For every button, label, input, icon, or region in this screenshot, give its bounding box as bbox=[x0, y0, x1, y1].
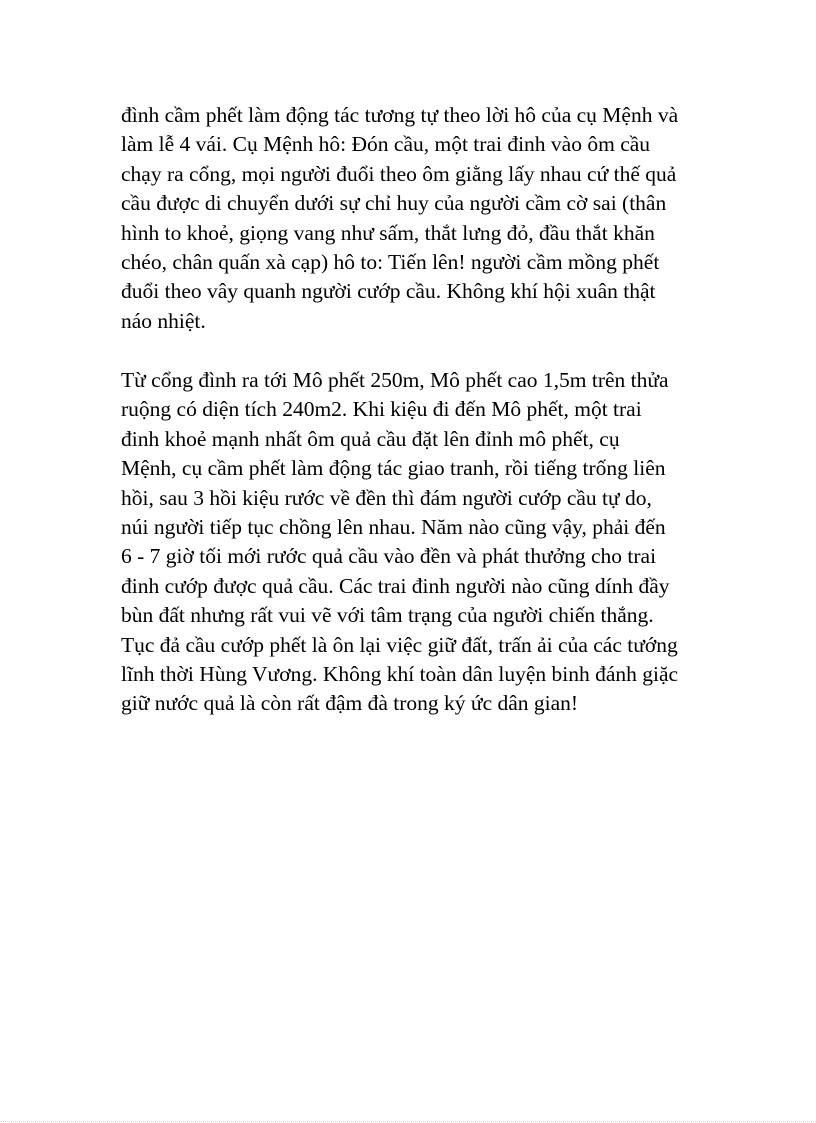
paragraph-line: chạy ra cổng, mọi người đuổi theo ôm giằng lấy nhau cứ thế quả bbox=[121, 161, 677, 186]
paragraph-line: ruộng có diện tích 240m2. Khi kiệu đi đến Mô phết, một trai bbox=[121, 397, 642, 422]
paragraph-line: Tục đả cầu cướp phết là ôn lại việc giữ đất, trấn ải của các tướng bbox=[121, 632, 678, 657]
paragraph-2 bbox=[121, 366, 761, 719]
paragraph-line: làm lễ 4 vái. Cụ Mệnh hô: Đón cầu, một trai đinh vào ôm cầu bbox=[121, 132, 651, 157]
paragraph-line: 6 - 7 giờ tối mới rước quả cầu vào đền và phát thưởng cho trai bbox=[121, 544, 657, 569]
paragraph-line: bùn đất nhưng rất vui vẽ với tâm trạng của người chiến thắng. bbox=[121, 603, 654, 628]
paragraph-line: đình cầm phết làm động tác tương tự theo lời hô của cụ Mệnh và bbox=[121, 103, 679, 127]
paragraph-line: hình to khoẻ, giọng vang như sấm, thắt lưng đỏ, đầu thắt khăn bbox=[121, 220, 655, 245]
paragraph-line: náo nhiệt. bbox=[121, 308, 206, 333]
paragraph-line: đinh cướp được quả cầu. Các trai đinh người nào cũng dính đầy bbox=[121, 573, 670, 598]
paragraph-line: đinh khoẻ mạnh nhất ôm quả cầu đặt lên đỉnh mô phết, cụ bbox=[121, 426, 620, 451]
paragraph-line: đuổi theo vây quanh người cướp cầu. Không khí hội xuân thật bbox=[121, 279, 656, 304]
paragraph-line: núi người tiếp tục chồng lên nhau. Năm nào cũng vậy, phải đến bbox=[121, 514, 666, 539]
paragraph-line: cầu được di chuyển dưới sự chỉ huy của người cầm cờ sai (thân bbox=[121, 191, 667, 216]
page-bottom-divider bbox=[0, 1121, 816, 1122]
paragraph-line: Mệnh, cụ cầm phết làm động tác giao tranh, rồi tiếng trống liên bbox=[121, 456, 666, 481]
paragraph-line: lĩnh thời Hùng Vương. Không khí toàn dân luyện binh đánh giặc bbox=[121, 661, 679, 686]
paragraph-line: giữ nước quả là còn rất đậm đà trong ký ức dân gian! bbox=[121, 691, 579, 716]
paragraph-line: hồi, sau 3 hồi kiệu rước về đền thì đám người cướp cầu tự do, bbox=[121, 485, 652, 510]
paragraph-line: chéo, chân quấn xà cạp) hô to: Tiến lên! người cầm mồng phết bbox=[121, 249, 660, 274]
paragraph-line: Từ cổng đình ra tới Mô phết 250m, Mô phết cao 1,5m trên thửa bbox=[121, 368, 669, 392]
paragraph-1 bbox=[121, 101, 761, 336]
